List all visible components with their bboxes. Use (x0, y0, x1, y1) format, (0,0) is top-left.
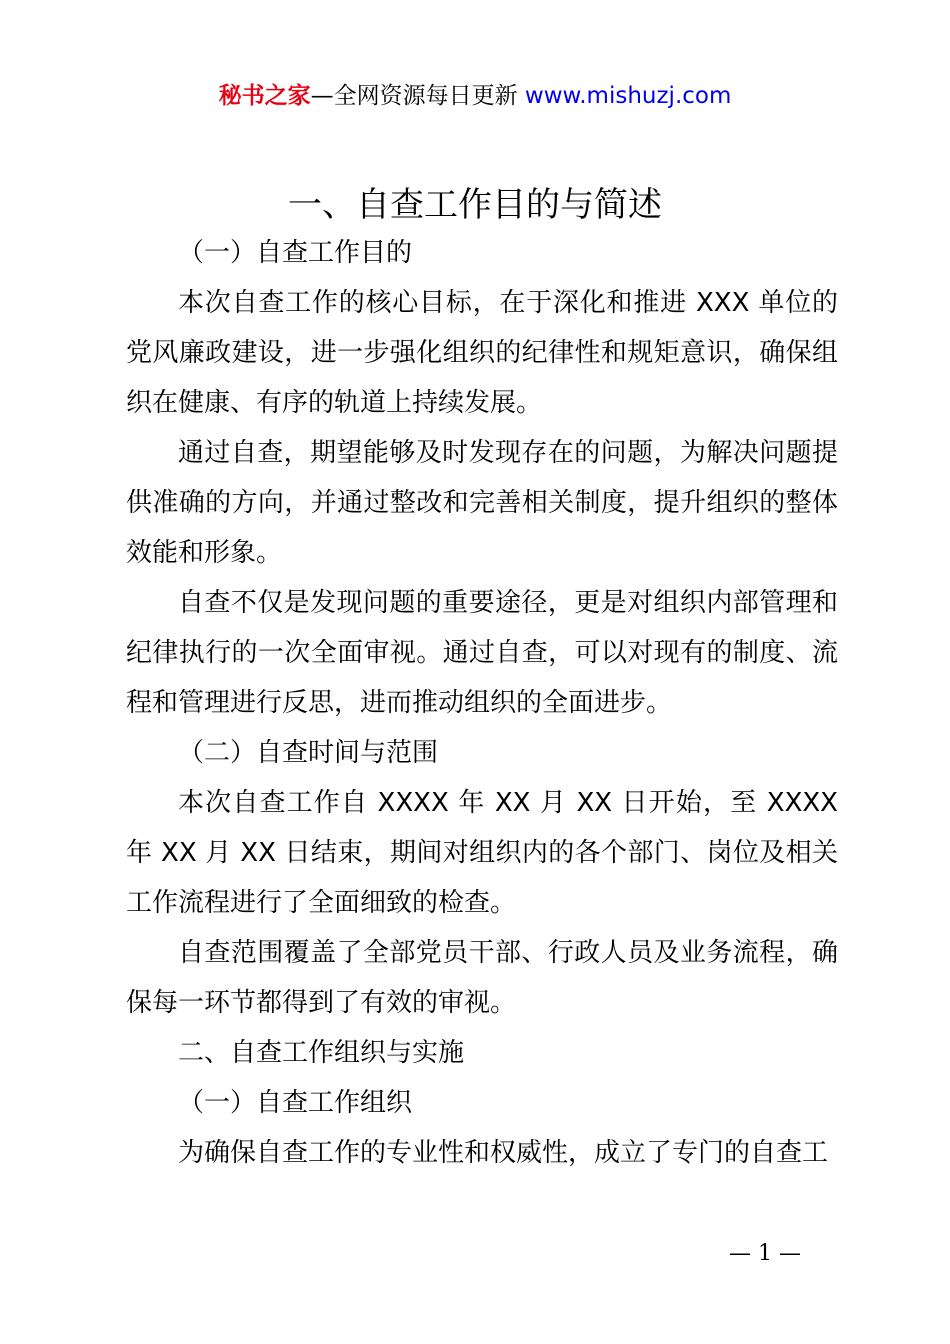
paragraph: 本次自查工作自 XXXX 年 XX 月 XX 日开始，至 XXXX 年 XX 月 XX 日结束，期间对组织内的各个部门、岗位及相关工作流程进行了全面细致的检查。 (126, 788, 838, 918)
paragraph: 本次自查工作的核心目标，在于深化和推进 XXX 单位的党风廉政建设，进一步强化组织的纪律性和规矩意识，确保组织在健康、有序的轨道上持续发展。 (126, 288, 838, 418)
brand-name: 秘书之家 (218, 83, 311, 109)
section-heading: （一）自查工作组织 (178, 1088, 413, 1118)
paragraph: 通过自查，期望能够及时发现存在的问题，为解决问题提供准确的方向，并通过整改和完善相关制度，提升组织的整体效能和形象。 (126, 438, 838, 568)
header-tagline: —全网资源每日更新 (310, 83, 525, 109)
document-body (126, 228, 838, 1178)
paragraph: 为确保自查工作的专业性和权威性，成立了专门的自查工 (178, 1138, 829, 1168)
document-title: 一、自查工作目的与简述 (288, 185, 662, 225)
site-url-link[interactable]: www.mishuzj.com (524, 83, 732, 109)
paragraph: 自查范围覆盖了全部党员干部、行政人员及业务流程，确保每一环节都得到了有效的审视。 (126, 938, 838, 1018)
paragraph: 自查不仅是发现问题的重要途径，更是对组织内部管理和纪律执行的一次全面审视。通过自查，可以对现有的制度、流程和管理进行反思，进而推动组织的全面进步。 (126, 588, 838, 718)
section-heading: （二）自查时间与范围 (178, 738, 439, 768)
page-number: — 1 — (729, 1241, 801, 1266)
section-heading: 二、自查工作组织与实施 (178, 1038, 465, 1068)
site-header (0, 78, 950, 114)
section-heading: （一）自查工作目的 (178, 238, 413, 268)
